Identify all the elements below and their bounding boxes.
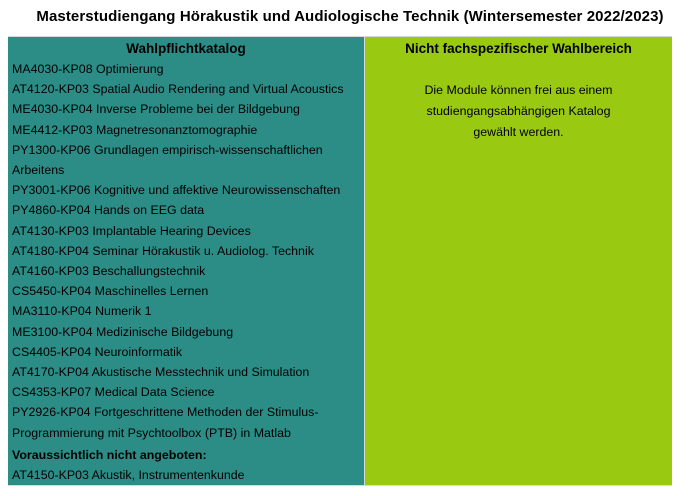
module-item: CS4353-KP07 Medical Data Science [12,385,215,400]
module-item: MA4030-KP08 Optimierung [12,62,164,76]
non-specific-elective-header: Nicht fachspezifischer Wahlbereich [405,41,632,56]
module-item: CS5450-KP04 Maschinelles Lernen [12,284,209,299]
elective-catalog-column [8,37,364,485]
module-item: ME4412-KP03 Magnetresonanztomographie [12,122,258,137]
module-item: ME4030-KP04 Inverse Probleme bei der Bildgebung [12,102,300,117]
module-table [8,36,672,486]
module-list [12,59,360,485]
not-offered-module-item: AT4150-KP03 Akustik, Instrumentenkunde [12,468,245,483]
module-item: PY3001-KP06 Kognitive und affektive Neurowissenschaften [12,183,341,198]
module-item: AT4120-KP03 Spatial Audio Rendering and Virtual Acoustics [12,82,344,97]
non-specific-elective-description: Die Module können frei aus einem studiengangsabhängigen Katalog gewählt werden. [424,83,613,139]
module-item: CS4405-KP04 Neuroinformatik [12,344,183,359]
module-item: ME3100-KP04 Medizinische Bildgebung [12,324,234,339]
non-specific-elective-column [364,37,672,485]
module-item: AT4130-KP03 Implantable Hearing Devices [12,223,251,238]
module-item: PY1300-KP06 Grundlagen empirisch-wissenschaftlichen Arbeitens [12,142,323,178]
page-title: Masterstudiengang Hörakustik und Audiologische Technik (Wintersemester 2022/2023) [36,8,664,25]
elective-catalog-header: Wahlpflichtkatalog [126,41,246,56]
module-item: MA3110-KP04 Numerik 1 [12,304,152,319]
module-item: AT4170-KP04 Akustische Messtechnik und Simulation [12,365,310,380]
module-item: PY4860-KP04 Hands on EEG data [12,203,205,218]
not-offered-heading: Voraussichtlich nicht angeboten: [12,447,207,462]
module-item: PY2926-KP04 Fortgeschrittene Methoden der Stimulus-Programmierung mit Psychtoolbox (PTB) in Matlab [12,405,319,440]
module-item: AT4160-KP03 Beschallungstechnik [12,264,206,279]
module-item: AT4180-KP04 Seminar Hörakustik u. Audiolog. Technik [12,243,314,258]
